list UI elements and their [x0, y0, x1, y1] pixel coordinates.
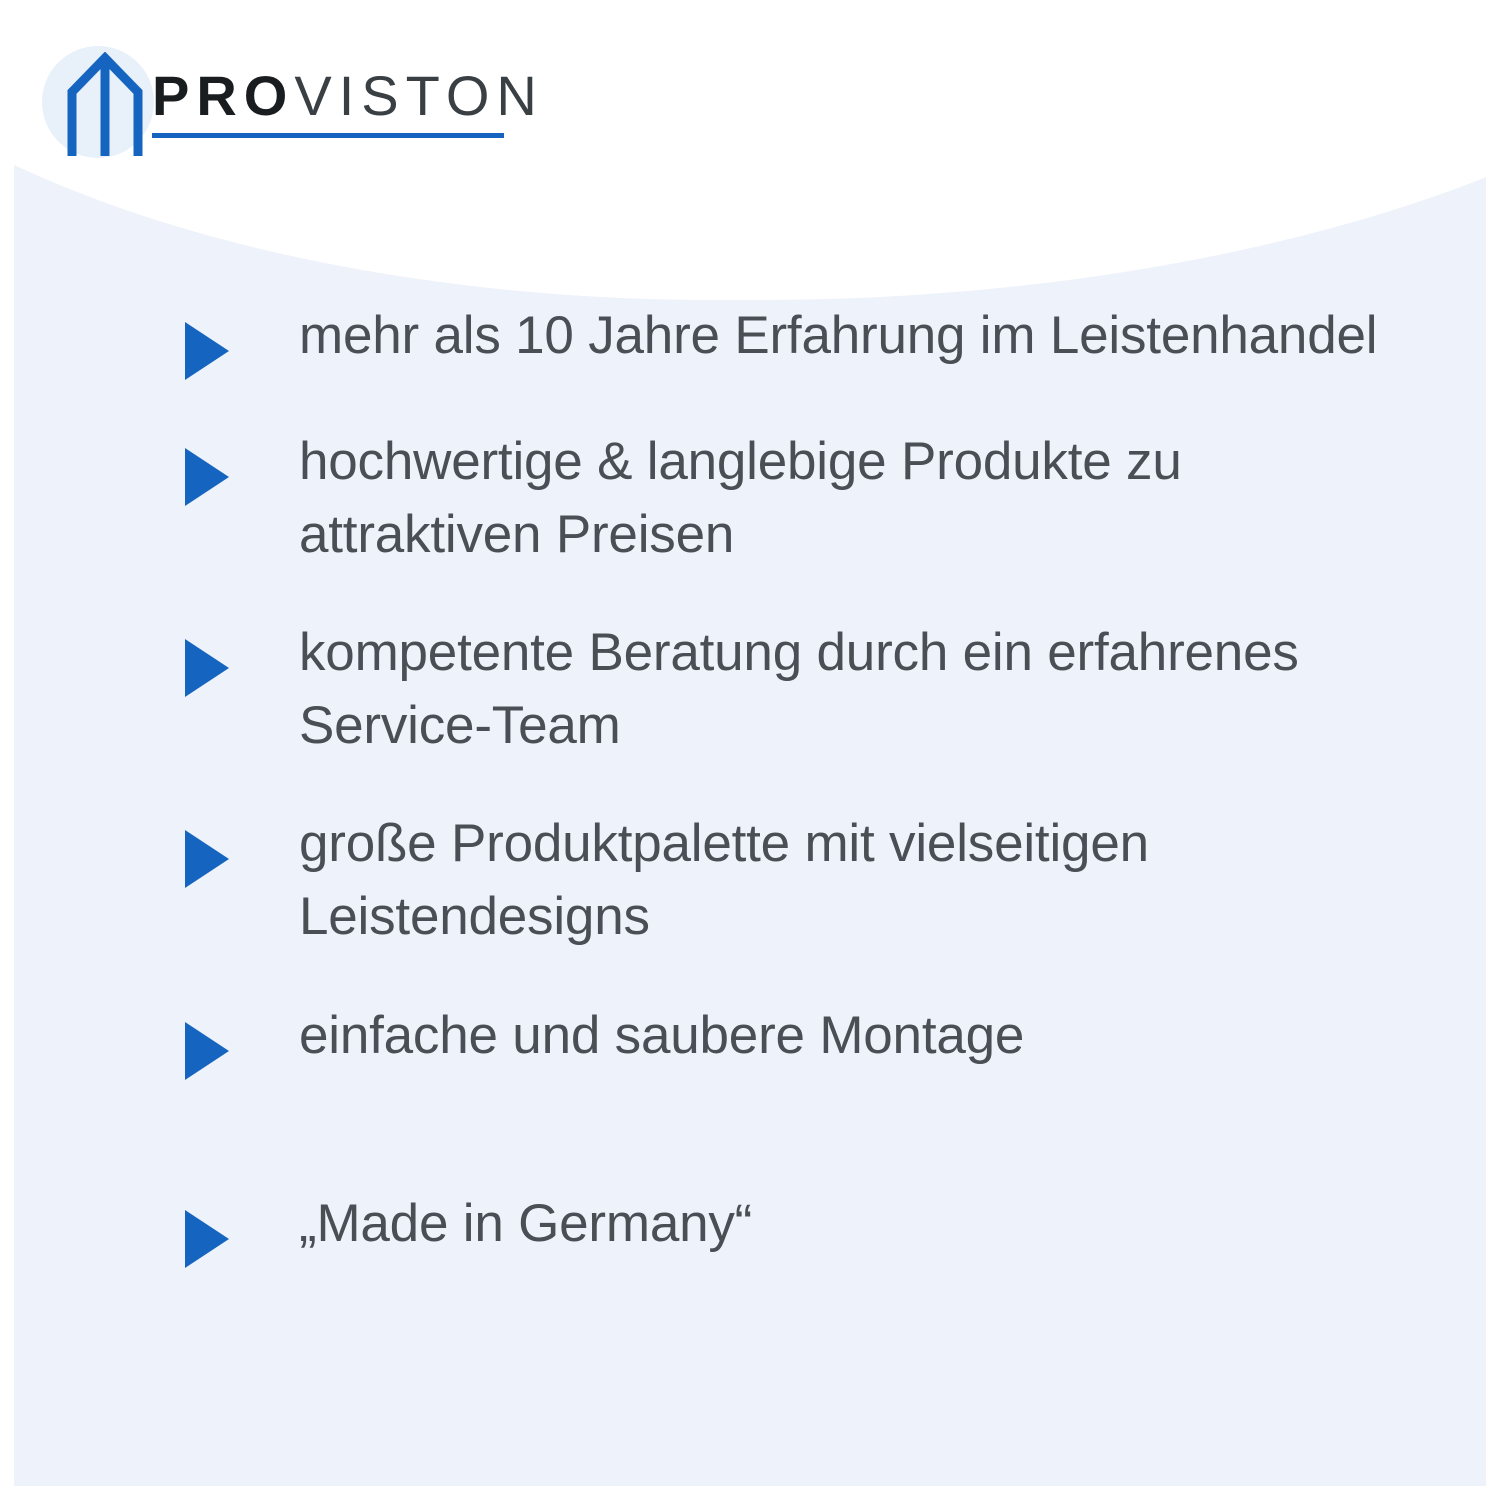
brand-underline-decoration	[152, 133, 504, 138]
list-item	[185, 1000, 1415, 1080]
frame-edge-top	[0, 0, 1500, 6]
brand-wordmark	[152, 64, 544, 138]
list-item-text: große Produktpalette mit vielseitigen Leistendesigns	[299, 814, 1149, 947]
list-item	[185, 617, 1415, 762]
house-outline-icon	[42, 44, 160, 162]
triangle-right-icon	[185, 830, 229, 888]
list-item	[185, 300, 1415, 380]
triangle-right-icon	[185, 448, 229, 506]
list-item-text: einfache und saubere Montage	[299, 1005, 1025, 1065]
brand-logo	[42, 44, 544, 162]
list-item	[185, 426, 1415, 571]
triangle-right-icon	[185, 1210, 229, 1268]
benefits-list	[185, 300, 1415, 1314]
frame-edge-left	[0, 0, 14, 1500]
brand-name-viston: VISTON	[294, 64, 544, 127]
brand-name-pro: PRO	[152, 64, 295, 127]
list-item-text: „Made in Germany“	[299, 1193, 753, 1253]
frame-edge-bottom	[0, 1486, 1500, 1500]
triangle-right-icon	[185, 639, 229, 697]
triangle-right-icon	[185, 322, 229, 380]
list-item-text: kompetente Beratung durch ein erfahrenes Service-Team	[299, 623, 1299, 755]
list-item-text: mehr als 10 Jahre Erfahrung im Leistenhandel	[299, 306, 1378, 365]
list-item	[185, 1188, 1415, 1268]
list-item-text: hochwertige & langlebige Produkte zu attraktiven Preisen	[299, 432, 1182, 564]
frame-edge-right	[1486, 0, 1500, 1500]
triangle-right-icon	[185, 1022, 229, 1080]
list-item	[185, 808, 1415, 953]
